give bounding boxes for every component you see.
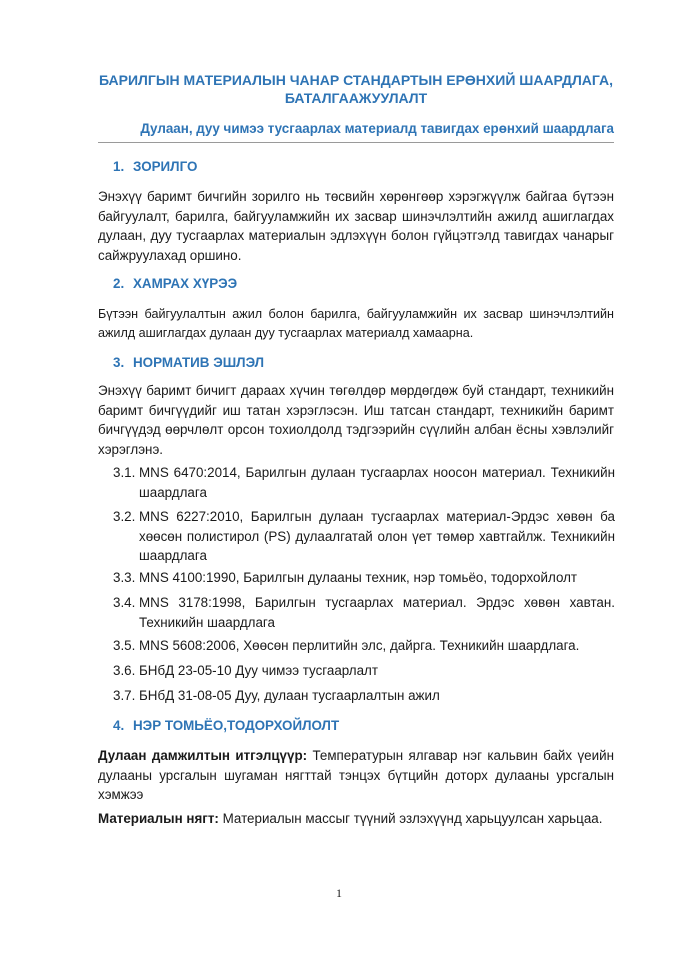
reference-text: MNS 6227:2010, Барилгын дулаан тусгаарлах материал-Эрдэс хөвөн ба хөөсөн полистирол (PS) дулаалгатай олон үет төмөр хавтгайлж. Техникийн шаардлага [139,509,615,563]
reference-number: 3.4. [113,595,136,610]
reference-item [113,463,615,502]
reference-text: БНбД 31-08-05 Дуу, дулаан тусгаарлалтын ажил [139,688,440,703]
section-paragraph-scope: Бүтээн байгуулалтын ажил болон барилга, байгууламжийн их засвар шинэчлэлтийн ажилд ашиглагдах дулаан дуу тусгаарлах материалд хамаарна. [98,307,614,340]
reference-number: 3.3. [113,570,136,585]
document-subtitle: Дулаан, дуу чимээ тусгаарлах материалд тавигдах ерөнхий шаардлага [140,121,614,136]
section-number: 1. [113,159,125,174]
reference-text: MNS 6470:2014, Барилгын дулаан тусгаарлах ноосон материал. Техникийн шаардлага [139,465,615,500]
reference-text: MNS 5608:2006, Хөөсөн перлитийн элс, дайрга. Техникийн шаардлага. [139,638,580,653]
subtitle-divider [98,142,614,143]
reference-text: MNS 3178:1998, Барилгын тусгаарлах материал. Эрдэс хөвөн хавтан. Техникийн шаардлага [139,595,615,630]
definition-material-density [98,809,614,829]
section-heading-references [113,354,264,372]
reference-text: MNS 4100:1990, Барилгын дулааны техник, нэр томьёо, тодорхойлолт [139,570,578,585]
section-title: НОРМАТИВ ЭШЛЭЛ [133,355,264,370]
section-title: НЭР ТОМЬЁО,ТОДОРХОЙЛОЛТ [133,718,340,733]
reference-item [113,661,615,681]
definition-text: Температурын ялгавар нэг кальвин байх үеийн дулааны урсгалын шугаман нягттай тэнцэх бүтцийн доторх дулааны урсгалын хэмжээ [98,748,614,802]
reference-item [113,593,615,632]
page-number: 1 [336,886,342,900]
definition-term: Дулаан дамжилтын итгэлцүүр: [98,748,308,763]
reference-number: 3.2. [113,509,136,524]
reference-item [113,507,615,566]
reference-item [113,686,615,706]
reference-number: 3.5. [113,638,136,653]
section-title: ЗОРИЛГО [133,159,198,174]
document-title: БАРИЛГЫН МАТЕРИАЛЫН ЧАНАР СТАНДАРТЫН ЕРӨНХИЙ ШААРДЛАГА, БАТАЛГААЖУУЛАЛТ [99,72,613,106]
reference-item [113,568,615,588]
section-heading-definitions [113,717,339,735]
section-title: ХАМРАХ ХҮРЭЭ [133,276,238,291]
section-number: 3. [113,355,125,370]
reference-number: 3.6. [113,663,136,678]
definition-text: Материалын массыг түүний эзлэхүүнд харьцуулсан харьцаа. [218,811,603,826]
section-paragraph-goal: Энэхүү баримт бичгийн зорилго нь төсвийн хөрөнгөөр хэрэгжүүлж байгаа бүтээн байгуулалт, барилга, байгууламжийн их засвар шинэчлэлтийн ажилд ашиглагдах дулаан, дуу тусгаарлах материалын эдлэхүүн болон гүйцэтгэлд тавигдах чанарыг сайжруулахад оршино. [98,189,614,263]
section-number: 4. [113,718,125,733]
definition-term: Материалын нягт: [98,811,219,826]
section-heading-scope [113,275,237,293]
reference-number: 3.1. [113,465,136,480]
section-paragraph-references: Энэхүү баримт бичигт дараах хүчин төгөлдөр мөрдөгдөж буй стандарт, техникийн баримт бичгүүдийг иш татан хэрэглэсэн. Иш татсан стандарт, техникийн баримт бичгүүдэд өөрчлөлт орсон тохиолдолд тэдгээрийн сүүлийн албан ёсны хэвлэлийг хэрэглэнэ. [98,383,614,457]
definition-thermal-conductivity [98,746,614,805]
reference-text: БНбД 23-05-10 Дуу чимээ тусгаарлалт [139,663,378,678]
reference-number: 3.7. [113,688,136,703]
reference-item [113,636,615,656]
section-number: 2. [113,276,125,291]
section-heading-goal [113,158,197,176]
